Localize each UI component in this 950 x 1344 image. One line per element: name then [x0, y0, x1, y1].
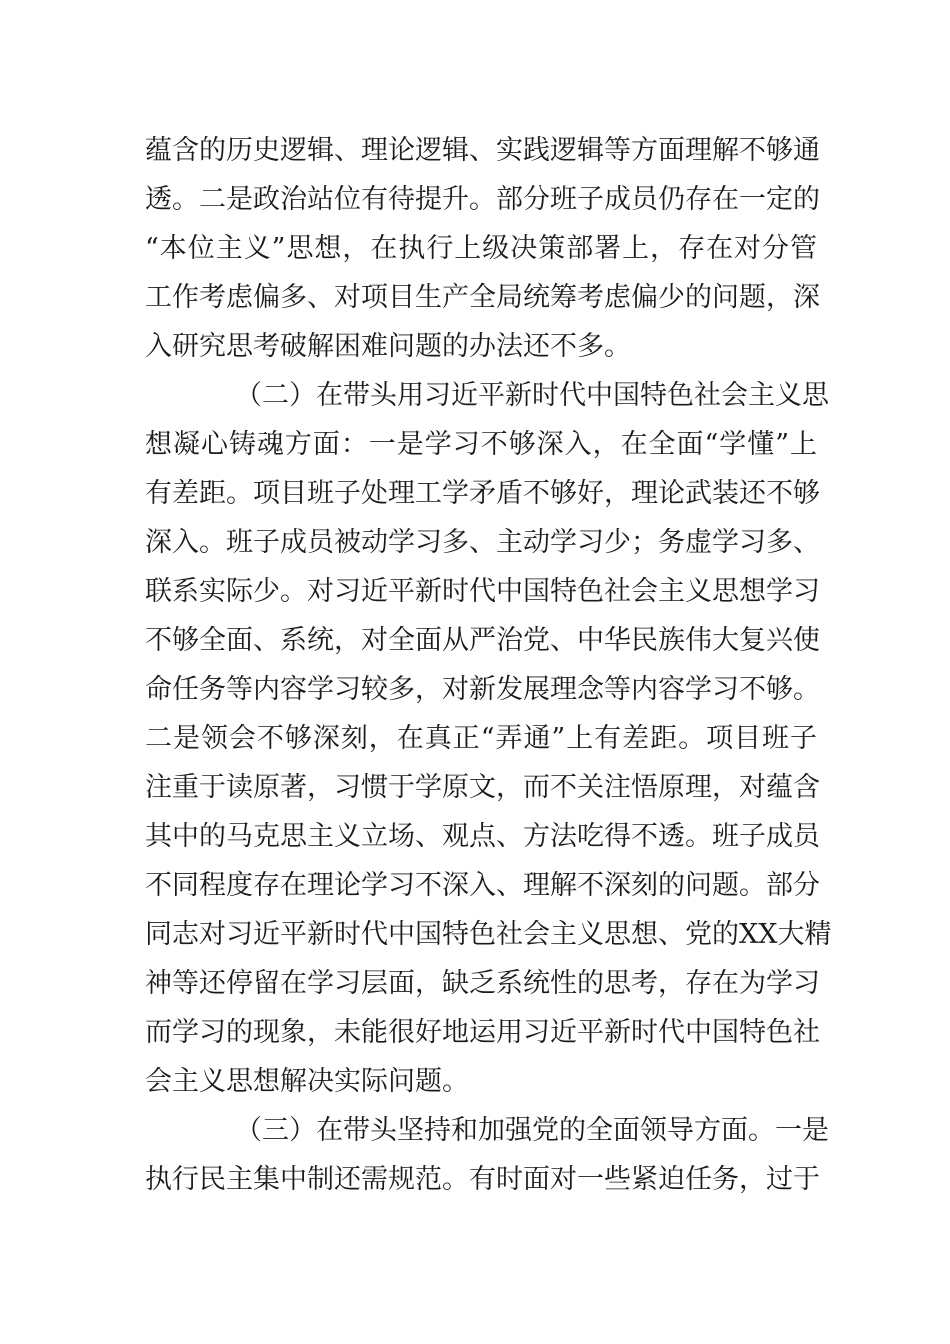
- text-line: 透。二是政治站位有待提升。部分班子成员仍存在一定的: [145, 184, 820, 215]
- text-line: 注重于读原著，习惯于学原文，而不关注悟原理，对蕴含: [145, 772, 820, 803]
- text-line: 二是领会不够深刻，在真正“弄通”上有差距。项目班子: [145, 723, 817, 754]
- section-heading-line: （二）在带头用习近平新时代中国特色社会主义思: [235, 380, 829, 411]
- text-line: 不同程度存在理论学习不深入、理解不深刻的问题。部分: [145, 870, 820, 901]
- text-line: 深入。班子成员被动学习多、主动学习少；务虚学习多、: [145, 527, 820, 558]
- text-line: 命任务等内容学习较多，对新发展理念等内容学习不够。: [145, 674, 820, 705]
- text-line: 执行民主集中制还需规范。有时面对一些紧迫任务，过于: [145, 1164, 820, 1195]
- section-heading-line: （三）在带头坚持和加强党的全面领导方面。一是: [235, 1115, 829, 1146]
- text-line: 其中的马克思主义立场、观点、方法吃得不透。班子成员: [145, 821, 820, 852]
- text-line: 同志对习近平新时代中国特色社会主义思想、党的XX大精: [145, 919, 832, 950]
- text-line: “本位主义”思想，在执行上级决策部署上，存在对分管: [145, 233, 817, 264]
- text-line: 而学习的现象，未能很好地运用习近平新时代中国特色社: [145, 1017, 820, 1048]
- document-body: [145, 126, 832, 1204]
- text-line: 不够全面、系统，对全面从严治党、中华民族伟大复兴使: [145, 625, 820, 656]
- text-line: 工作考虑偏多、对项目生产全局统筹考虑偏少的问题，深: [145, 282, 820, 313]
- text-line: 有差距。项目班子处理工学矛盾不够好，理论武装还不够: [145, 478, 820, 509]
- text-line: 联系实际少。对习近平新时代中国特色社会主义思想学习: [145, 576, 820, 607]
- text-line: 蕴含的历史逻辑、理论逻辑、实践逻辑等方面理解不够通: [145, 135, 820, 166]
- text-line: 神等还停留在学习层面，缺乏系统性的思考，存在为学习: [145, 968, 820, 999]
- text-line: 会主义思想解决实际问题。: [145, 1066, 469, 1097]
- text-line: 想凝心铸魂方面：一是学习不够深入，在全面“学懂”上: [145, 429, 817, 460]
- text-line: 入研究思考破解困难问题的办法还不多。: [145, 331, 631, 362]
